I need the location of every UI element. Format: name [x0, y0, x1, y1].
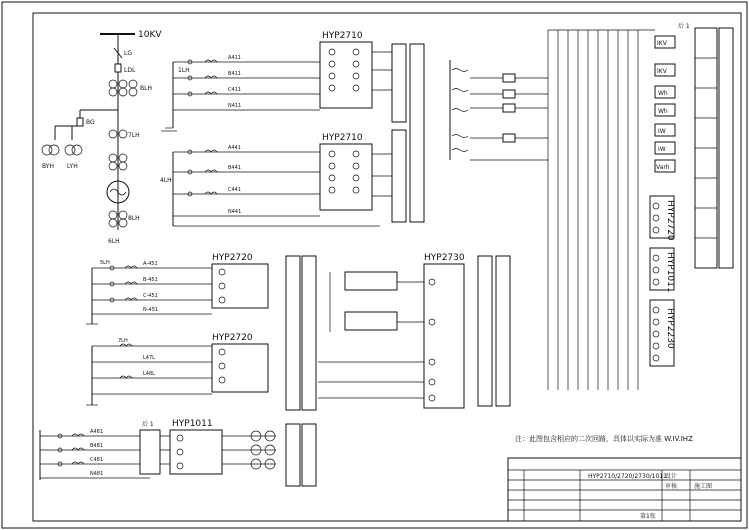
block4-module — [212, 344, 268, 392]
meter-1: IKV — [657, 40, 667, 47]
meter-7: Varh — [656, 164, 670, 171]
block3-sig-b: B-451 — [143, 277, 158, 283]
vt-2-label: LYH — [67, 163, 78, 170]
block2-sig-b: B441 — [228, 165, 241, 171]
block-hyp2710-top — [161, 31, 424, 131]
block6-title: HYP1011 — [172, 419, 213, 429]
block3-sig-n: N-451 — [143, 307, 159, 313]
block2-sig-c: C441 — [228, 187, 242, 193]
gen-ct-label: 8LH — [128, 215, 140, 222]
block2-ct-label: 4LH — [160, 177, 172, 184]
block1-sig-a: A411 — [228, 55, 241, 61]
source-section — [42, 30, 162, 245]
block-hyp2720-upper — [86, 253, 316, 410]
block1-sig-b: B411 — [228, 71, 241, 77]
switch-2-label: LDL — [124, 67, 136, 74]
block6-module — [170, 430, 222, 474]
drawing-number: HYP2710/2720/2730/1011 — [588, 473, 667, 480]
ct-mid-label: 7LH — [128, 132, 140, 139]
block3-title: HYP2720 — [212, 253, 253, 263]
meter-6: IW — [658, 146, 666, 153]
block3-module — [212, 264, 268, 308]
outer-frame — [2, 2, 747, 528]
block3-ct-label: 5LH — [100, 260, 110, 266]
block-hyp2720-lower — [86, 333, 268, 405]
role-1: 设计 — [665, 473, 678, 480]
block1-ct-label: 1LH — [178, 67, 190, 74]
role-3: 施工图 — [694, 483, 713, 490]
right-panel-tag: 后 1 — [678, 23, 690, 30]
block5-module — [424, 264, 464, 408]
block2-sig-n: N441 — [228, 209, 242, 215]
stack-1-title: HYP2720 — [665, 200, 675, 241]
block1-module — [320, 42, 372, 108]
block4-sig-a: L47L — [143, 355, 155, 361]
switch-1-label: LG — [124, 50, 132, 57]
block1-sig-n: N411 — [228, 103, 242, 109]
stack-2-title: HYP1011 — [665, 252, 675, 293]
meter-4: Wh — [658, 108, 668, 115]
voltage-label: 10KV — [138, 30, 162, 40]
block3-sig-c: C-451 — [143, 293, 158, 299]
block-hyp2710-mid — [160, 44, 424, 226]
feeder-label: BLH — [140, 85, 152, 92]
block6-sig-n: N481 — [90, 471, 104, 477]
block2-sig-a: A441 — [228, 145, 241, 151]
block6-sig-c: C481 — [90, 457, 104, 463]
role-2: 审核 — [665, 483, 678, 490]
block3-sig-a: A-451 — [143, 261, 158, 267]
svg-text:BG: BG — [86, 119, 95, 126]
block4-title: HYP2720 — [212, 333, 253, 343]
vt-1-label: BYH — [42, 163, 54, 170]
block4-sig-b: L48L — [143, 371, 155, 377]
gen-label: 6LH — [108, 238, 120, 245]
meter-2: IKV — [657, 68, 667, 75]
stack-3-title: HYP2230 — [665, 308, 675, 349]
drawing-note: 注：此图包含相应的二次回路，具体以实际为准 W.IV.IHZ — [515, 435, 693, 443]
block6-sig-a: A481 — [90, 429, 103, 435]
block2-title: HYP2710 — [322, 133, 363, 143]
block1-title: HYP2710 — [322, 31, 363, 41]
meter-3: Wh — [658, 90, 668, 97]
block6-tag: 后 1 — [142, 421, 154, 428]
block-hyp1011 — [40, 419, 316, 486]
block4-ct-label: 7LH — [118, 338, 128, 344]
block1-sig-c: C411 — [228, 87, 242, 93]
block-hyp2730 — [318, 253, 510, 408]
block2-module — [320, 144, 372, 210]
block6-sig-b: B481 — [90, 443, 103, 449]
meter-5: IW — [658, 128, 666, 135]
sheet-number: 第1张 — [640, 513, 656, 520]
block5-title: HYP2730 — [424, 253, 465, 263]
title-block — [508, 458, 741, 521]
